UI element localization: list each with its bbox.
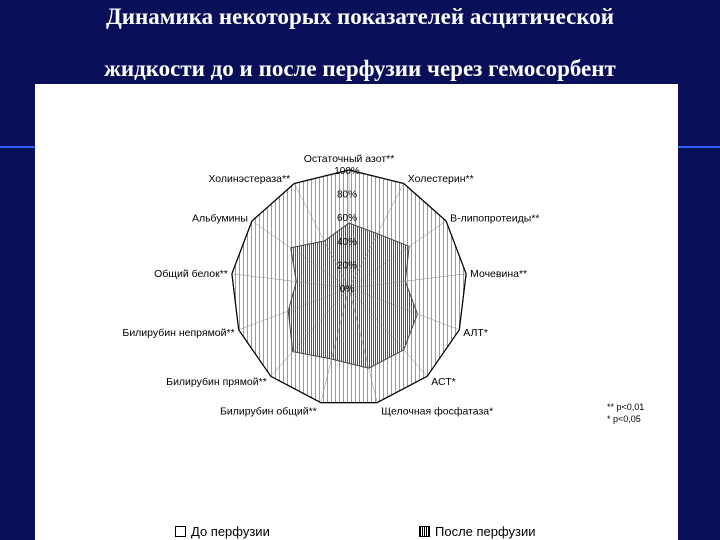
axis-label: Мочевина** xyxy=(470,268,528,281)
legend-swatch-before xyxy=(175,526,186,537)
legend-swatch-after xyxy=(419,526,430,537)
axis-label: Альбумины xyxy=(191,212,248,225)
axis-label: Билирубин прямой** xyxy=(166,375,267,388)
legend-label-before: До перфузии xyxy=(191,524,270,539)
significance-note-2: * р<0,05 xyxy=(607,414,641,424)
radial-tick-label: 40% xyxy=(336,236,358,248)
radar-chart xyxy=(35,84,678,540)
axis-label: АСТ* xyxy=(431,375,456,388)
slide-title-line-1: Динамика некоторых показателей асцитической xyxy=(105,4,615,29)
axis-label: Билирубин непрямой** xyxy=(122,327,235,339)
radial-tick-label: 100% xyxy=(334,166,360,177)
axis-label: Щелочная фосфатаза* xyxy=(381,405,494,418)
chart-panel xyxy=(35,84,678,540)
axis-label: Билирубин общий** xyxy=(219,405,317,418)
axis-label: Общий белок** xyxy=(154,268,228,281)
radial-tick-label: 0% xyxy=(339,284,355,295)
slide-title-line-2: жидкости до и после перфузии через гемосорбент xyxy=(104,56,616,81)
radial-tick-label: 80% xyxy=(336,189,358,201)
significance-note-1: ** р<0,01 xyxy=(607,402,645,412)
legend-item-before xyxy=(175,524,270,539)
axis-label: Холинэстераза** xyxy=(208,173,291,186)
radial-tick-label: 60% xyxy=(336,213,358,225)
legend-label-after: После перфузии xyxy=(435,524,536,539)
axis-label: B-липопротеиды** xyxy=(450,212,540,225)
axis-label: АЛТ* xyxy=(463,327,488,339)
axis-label: Остаточный азот** xyxy=(303,153,395,165)
slide-title xyxy=(0,0,720,90)
legend-item-after xyxy=(419,524,536,539)
radial-tick-label: 20% xyxy=(336,260,358,272)
axis-label: Холестерин** xyxy=(407,173,474,186)
